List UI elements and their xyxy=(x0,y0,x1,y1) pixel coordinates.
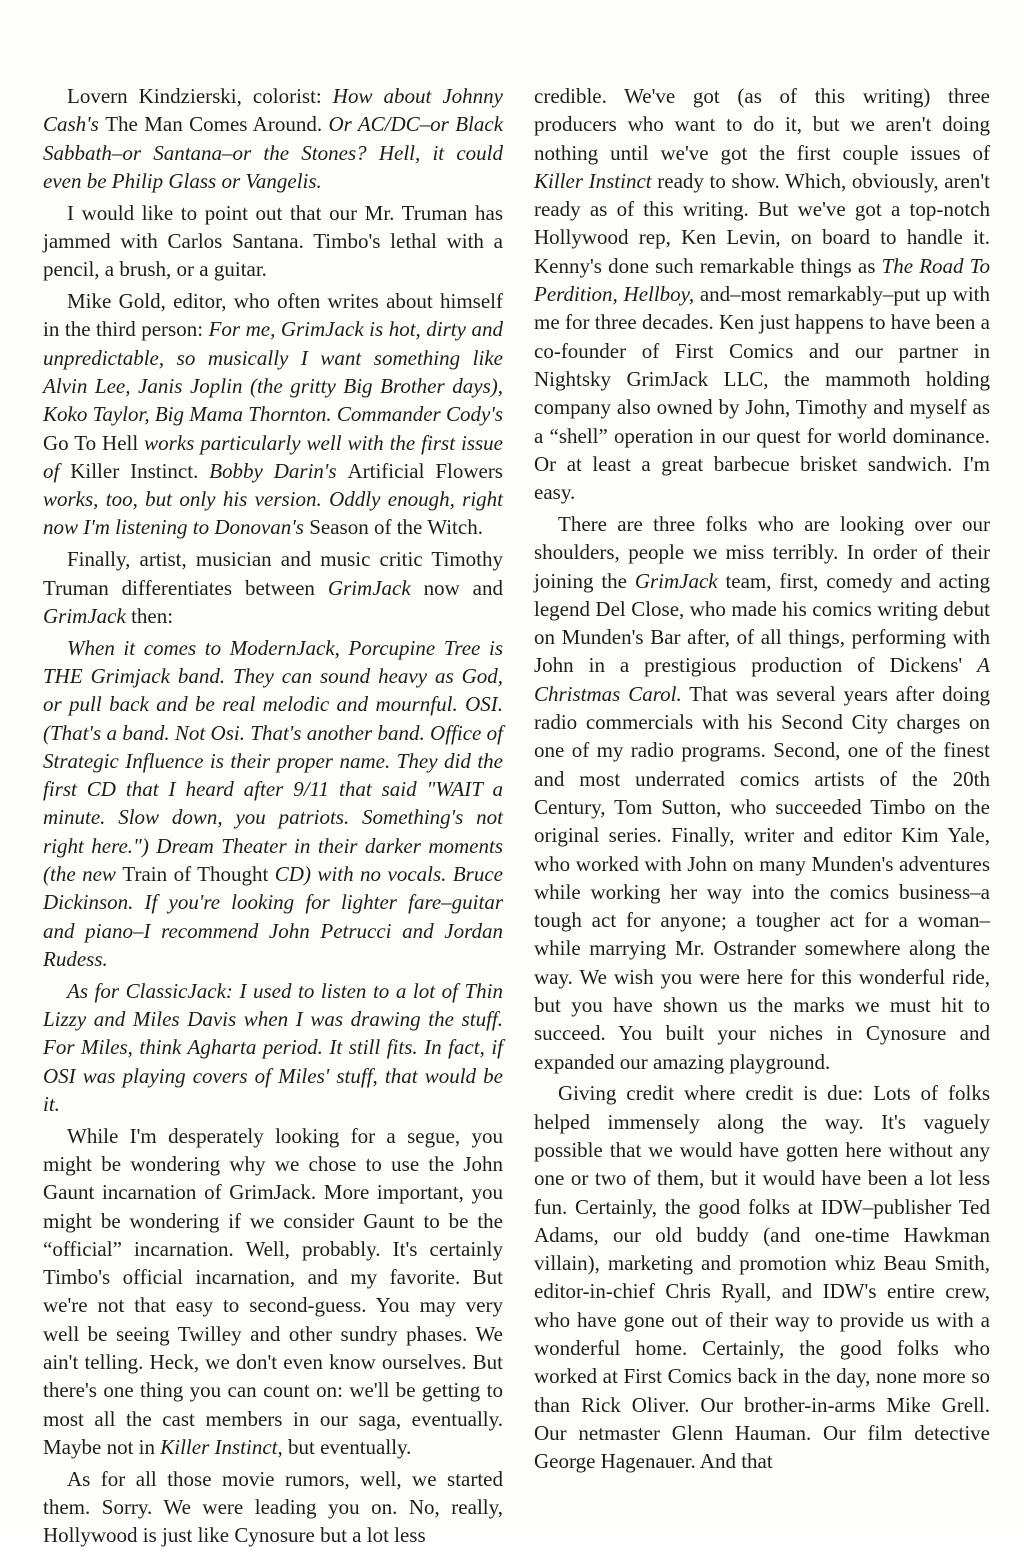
left-column xyxy=(43,82,503,1553)
text-run: team, first, comedy and acting legend Del Close, who made his comics writing debut on Munden's Bar after, of all things, performing with John in a prestigious production of Dickens' xyxy=(534,568,990,678)
text-run: While I'm desperately looking for a segue, you might be wondering why we chose to use the John Gaunt incarnation of GrimJack. More important, you might be wondering if we consider Gaunt to be the “official” incarnation. Well, probably. It's certainly Timbo's official incarnation, and my favorite. But we're not that easy to second-guess. You may very well be seeing Twilley and other sundry phases. We ain't telling. Heck, we don't even know ourselves. But there's one thing you can count on: we'll be getting to most all the cast members in our saga, eventually. Maybe not in xyxy=(43,1123,503,1459)
text-run: Artificial Flowers xyxy=(347,458,503,483)
text-run: Lovern Kindzierski, colorist: xyxy=(67,84,333,108)
text-run: There are three folks who are looking over our shoulders, people we miss terribly. In order of their joining the xyxy=(534,511,990,593)
quote-modernjack xyxy=(43,634,503,974)
text-run: , but eventually. xyxy=(277,1434,412,1459)
paragraph-in-memoriam xyxy=(534,510,990,1076)
text-run: Finally, artist, musician and music critic Timothy Truman differentiates between xyxy=(43,547,503,600)
italic-run: When it comes to ModernJack, Porcupine Tree is THE Grimjack band. They can sound heavy as God, or pull back and be real melodic and mournful. OSI. (That's a band. Not Osi. That's another band. Office of Strategic Influence is their proper name. They did the first CD that I heard after 9/11 that said "WAIT a minute. Slow down, you patriots. Something's not right here.") Dream Theater in their darker moments (the new xyxy=(43,635,503,887)
paragraph-credits xyxy=(534,1079,990,1475)
text-run: As for all those movie rumors, well, we started them. Sorry. We were leading you on. No, really, Hollywood is just like Cynosure but a lot less xyxy=(43,1466,503,1548)
text-run: Giving credit where credit is due: Lots of folks helped immensely along the way. It's vaguely possible that we would have gotten here without any one or two of them, but it would have been a lot less fun. Certainly, the good folks at IDW–publisher Ted Adams, our old buddy (and one-time Hawkman villain), marketing and promotion whiz Beau Smith, editor-in-chief Chris Ryall, and IDW's entire crew, who have gone out of their way to provide us with a wonderful home. Certainly, the good folks who worked at First Comics back in the day, none more so than Rick Oliver. Our brother-in-arms Mike Grell. Our netmaster Glenn Hauman. Our film detective George Hagenauer. And that xyxy=(534,1081,990,1474)
italic-run: Bobby Darin's xyxy=(209,458,348,483)
italic-run: GrimJack xyxy=(43,603,126,628)
italic-run: works particularly well with the first issue of xyxy=(43,430,503,483)
text-run: The Man Comes Around. xyxy=(105,112,329,137)
italic-run: A Christmas Carol. xyxy=(534,653,990,706)
paragraph-hollywood-producers xyxy=(534,82,990,506)
italic-run: How about Johnny Cash's xyxy=(43,84,503,137)
italic-run: Killer Instinct xyxy=(534,168,652,193)
paragraph-truman-santana xyxy=(43,199,503,284)
text-run: now and xyxy=(410,575,503,600)
paragraph-movie-rumors xyxy=(43,1465,503,1550)
italic-run: CD) with no vocals. Bruce Dickinson. If you're looking for lighter fare–guitar and piano–I recommend John Petrucci and Jordan Rudess. xyxy=(43,862,503,971)
text-run: Train of Thought xyxy=(122,862,275,887)
quote-classicjack xyxy=(43,977,503,1118)
right-column xyxy=(534,82,990,1479)
text-run: Season of the Witch. xyxy=(309,515,483,540)
text-run: Killer Instinct. xyxy=(70,458,210,483)
italic-run: Killer Instinct xyxy=(160,1434,278,1459)
text-run: I would like to point out that our Mr. Truman has jammed with Carlos Santana. Timbo's lethal with a pencil, a brush, or a guitar. xyxy=(43,200,503,282)
text-run: then: xyxy=(125,603,174,628)
text-run: Go To Hell xyxy=(43,430,145,455)
text-run: ready to show. Which, obviously, aren't ready as of this writing. But we've got a top-notch Hollywood rep, Ken Levin, on board to handle it. Kenny's done such remarkable things as xyxy=(534,168,990,278)
italic-run: For me, GrimJack is hot, dirty and unpredictable, so musically I want something like Alvin Lee, Janis Joplin (the gritty Big Brother days), Koko Taylor, Big Mama Thornton. Commander Cody's xyxy=(43,317,503,427)
paragraph-mike-gold xyxy=(43,287,503,542)
italic-run: GrimJack xyxy=(327,575,411,600)
text-run: credible. We've got (as of this writing) three producers who want to do it, but we aren't doing nothing until we've got the first couple issues of xyxy=(534,84,990,165)
italic-run: GrimJack xyxy=(634,568,718,593)
paragraph-truman-intro xyxy=(43,545,503,630)
paragraph-kindzierski xyxy=(43,82,503,195)
italic-run: works, too, but only his version. Oddly enough, right now I'm listening to Donovan's xyxy=(43,487,503,540)
text-run: As for ClassicJack: I used to listen to a lot of Thin Lizzy and Miles Davis when I was drawing the stuff. For Miles, think Agharta period. It still fits. In fact, if OSI was playing covers of Miles' stuff, that would be it. xyxy=(43,978,503,1116)
italic-run: Or AC/DC–or Black Sabbath–or Santana–or the Stones? Hell, it could even be Philip Glass or Vangelis. xyxy=(43,112,504,193)
italic-run: The Road To Perdition, Hellboy, xyxy=(534,253,990,307)
text-run: Mike Gold, editor, who often writes about himself in the third person: xyxy=(43,289,503,342)
text-run: and–most remarkably–put up with me for three decades. Ken just happens to have been a co-founder of First Comics and our partner in Nightsky GrimJack LLC, the mammoth holding company also owned by John, Timothy and myself as a “shell” operation in our quest for world dominance. Or at least a great barbecue brisket sandwich. I'm easy. xyxy=(534,282,990,505)
text-run: That was several years after doing radio commercials with his Second City charges on one of my radio programs. Second, one of the finest and most underrated comics artists of the 20th Century, Tom Sutton, who succeeded Timbo on the original series. Finally, writer and editor Kim Yale, who worked with John on many Munden's adventures while working her way into the comics business–a tough act for anyone; a tougher act for a woman–while marrying Mr. Ostrander somewhere along the way. We wish you were here for this wonderful ride, but you have shown us the marks we must hit to succeed. You built your niches in Cynosure and expanded our amazing playground. xyxy=(534,681,990,1074)
paragraph-gaunt-incarnation xyxy=(43,1122,503,1462)
